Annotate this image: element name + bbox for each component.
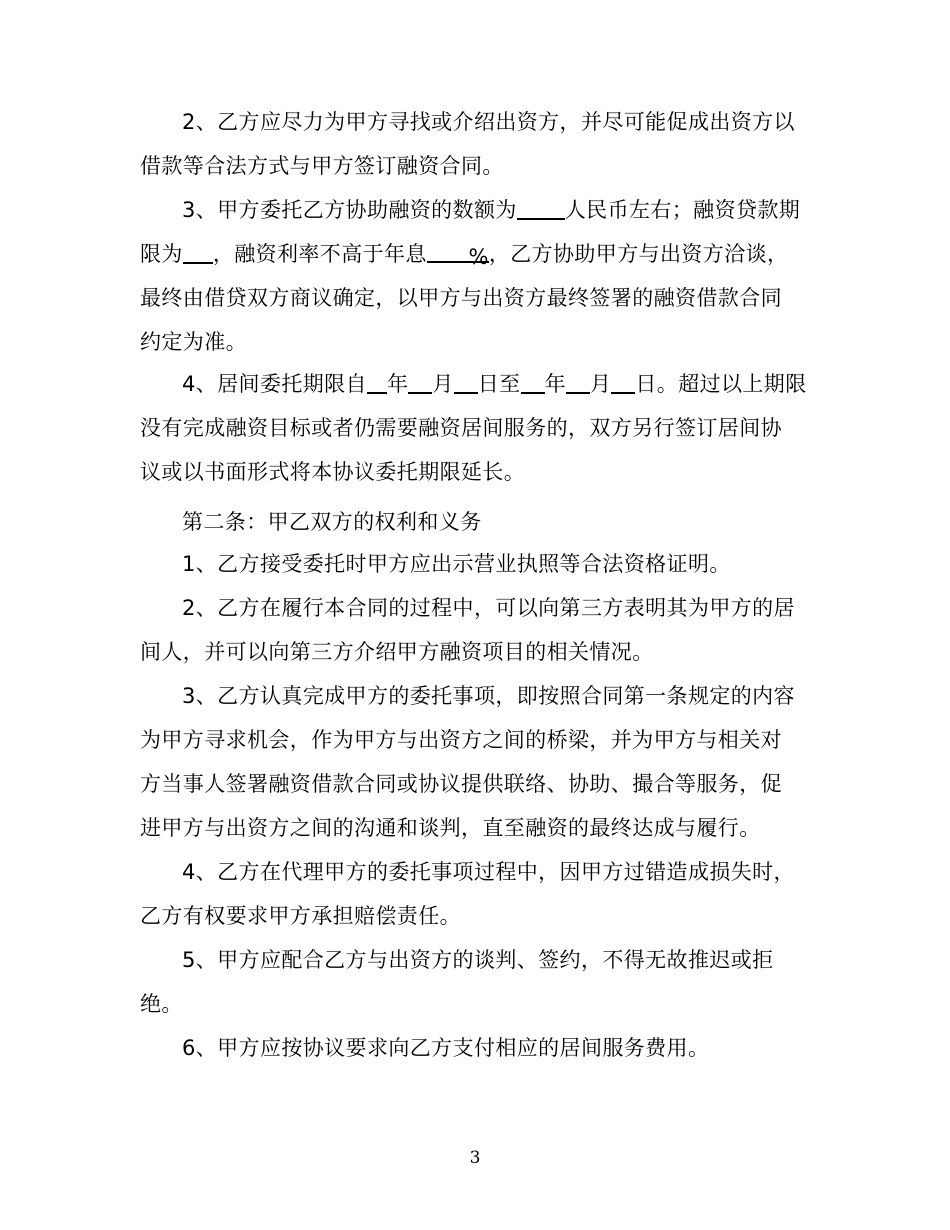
page-number: 3 <box>469 1148 481 1168</box>
text-line: 方当事人签署融资借款合同或协议提供联络、协助、撮合等服务，促 <box>140 772 782 796</box>
text-line: 3、乙方认真完成甲方的委托事项，即按照合同第一条规定的内容 <box>182 684 795 708</box>
clause-2-item-1 <box>140 542 820 586</box>
text-line: 进甲方与出资方之间的沟通和谈判，直至融资的最终达成与履行。 <box>140 816 761 840</box>
text-line: 5、甲方应配合乙方与出资方的谈判、签约，不得无故推迟或拒 <box>182 948 774 972</box>
section-2-heading <box>140 500 820 544</box>
text-line: 绝。 <box>140 992 183 1016</box>
text-segment: 4、居间委托期限自 <box>182 372 367 396</box>
text-segment: 年 <box>386 372 409 396</box>
text-segment: 日。超过以上期限 <box>635 372 807 396</box>
text-segment: 限为 <box>140 242 183 266</box>
start-month-blank <box>408 366 432 394</box>
percent-sign: % <box>468 245 489 269</box>
text-line: 2、乙方在履行本合同的过程中，可以向第三方表明其为甲方的居 <box>182 596 795 620</box>
text-line: 6、甲方应按协议要求向乙方支付相应的居间服务费用。 <box>182 1036 710 1060</box>
start-year-blank <box>367 366 387 394</box>
end-year-blank <box>521 366 545 394</box>
text-line <box>140 362 820 406</box>
text-line: 为甲方寻求机会，作为甲方与出资方之间的桥梁，并为甲方与相关对 <box>140 728 782 752</box>
clause-2-item-2 <box>140 586 820 674</box>
text-line: 间人，并可以向第三方介绍甲方融资项目的相关情况。 <box>140 640 654 664</box>
clause-1-item-2 <box>140 100 820 188</box>
text-line: 乙方有权要求甲方承担赔偿责任。 <box>140 904 461 928</box>
text-segment: 月 <box>590 372 612 396</box>
text-segment: ，融资利率不高于年息 <box>212 242 427 266</box>
text-line: 1、乙方接受委托时甲方应出示营业执照等合法资格证明。 <box>182 552 731 576</box>
text-segment: 年 <box>544 372 566 396</box>
interest-rate-blank <box>427 235 489 269</box>
start-day-blank <box>454 366 478 394</box>
clause-2-item-4 <box>140 850 820 938</box>
text-line <box>140 188 820 232</box>
text-line: 最终由借贷双方商议确定，以甲方与出资方最终签署的融资借款合同 <box>140 286 782 310</box>
text-segment: 3、甲方委托乙方协助融资的数额为 <box>182 198 517 222</box>
text-line <box>140 232 820 276</box>
clause-2-item-3 <box>140 674 820 850</box>
amount-blank <box>517 192 565 220</box>
clause-2-item-5 <box>140 938 820 1026</box>
text-line: 4、乙方在代理甲方的委托事项过程中，因甲方过错造成损失时， <box>182 860 795 884</box>
text-segment: 日至 <box>477 372 521 396</box>
text-line: 2、乙方应尽力为甲方寻找或介绍出资方，并尽可能促成出资方以 <box>182 110 795 134</box>
text-line: 约定为准。 <box>140 330 247 354</box>
text-segment: 人民币左右；融资贷款期 <box>564 198 801 222</box>
end-month-blank <box>566 366 590 394</box>
text-segment: ，乙方协助甲方与出资方洽谈， <box>488 242 789 266</box>
term-blank <box>183 236 213 264</box>
text-line: 议或以书面形式将本协议委托期限延长。 <box>140 460 526 484</box>
clause-1-item-3 <box>140 188 820 364</box>
text-line: 借款等合法方式与甲方签订融资合同。 <box>140 154 504 178</box>
clause-1-item-4 <box>140 362 820 494</box>
text-segment: 月 <box>432 372 454 396</box>
text-line: 没有完成融资目标或者仍需要融资居间服务的，双方另行签订居间协 <box>140 416 782 440</box>
end-day-blank <box>611 366 635 394</box>
text-line: 第二条：甲乙双方的权利和义务 <box>182 510 482 534</box>
clause-2-item-6 <box>140 1026 820 1070</box>
